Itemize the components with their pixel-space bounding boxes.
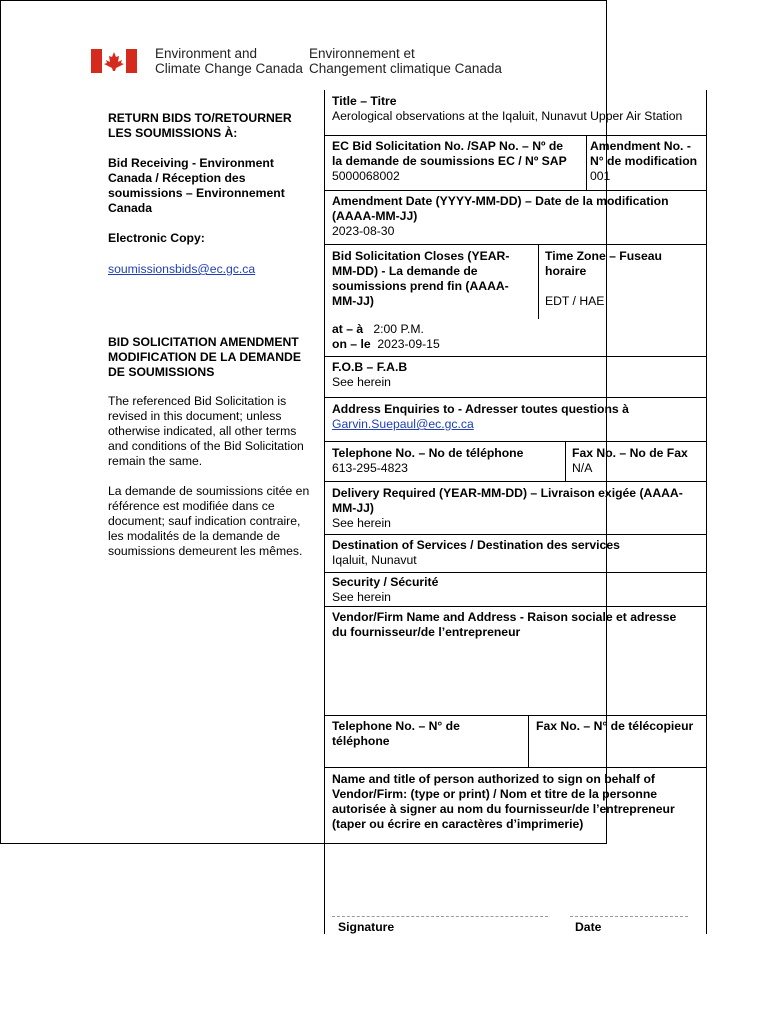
solicitation-number-field: EC Bid Solicitation No. /SAP No. – Nº de la demande de soumissions EC / Nº SAP 5000068002 xyxy=(332,139,567,183)
authorized-person-field[interactable]: Name and title of person authorized to sign on behalf of Vendor/Firm: (type or print) / Nom et titre de la personne autorisée à signer au nom du fournisseur/de l’entrepreneur (taper ou écrire en caractères d’imprimerie) xyxy=(332,772,675,831)
enquiries-field: Address Enquiries to - Adresser toutes questions à Garvin.Suepaul@ec.gc.ca xyxy=(332,402,629,431)
date-label: Date xyxy=(575,920,602,934)
department-name-en: Environment and Climate Change Canada xyxy=(155,46,303,76)
enquiries-email-link[interactable]: Garvin.Suepaul@ec.gc.ca xyxy=(332,417,474,431)
vendor-fax-field[interactable]: Fax No. – N° de télécopieur xyxy=(536,719,694,733)
destination-field: Destination of Services / Destination des services Iqaluit, Nunavut xyxy=(332,538,620,567)
date-line[interactable] xyxy=(570,916,688,917)
amendment-notice-fr: La demande de soumissions citée en référence est modifiée dans ce document; sauf indication contraire, les modalités de la demande de soumissions demeurent les mêmes. xyxy=(108,484,310,558)
delivery-required-field: Delivery Required (YEAR-MM-DD) – Livraison exigée (AAAA- MM-JJ) See herein xyxy=(332,486,683,530)
security-field: Security / Sécurité See herein xyxy=(332,575,439,604)
electronic-copy-label: Electronic Copy: xyxy=(108,231,205,245)
submission-email-link[interactable]: soumissionsbids@ec.gc.ca xyxy=(108,262,256,276)
time-zone-field: Time Zone – Fuseau horaire EDT / HAE xyxy=(545,249,662,308)
canada-flag-icon xyxy=(91,49,137,73)
return-bids-heading: RETURN BIDS TO/RETOURNER LES SOUMISSIONS À: xyxy=(108,111,292,140)
signature-line[interactable] xyxy=(332,916,548,917)
department-name-fr: Environnement et Changement climatique Canada xyxy=(309,46,502,76)
closing-date-label: Bid Solicitation Closes (YEAR- MM-DD) - La demande de soumissions prend fin (AAAA- MM-JJ) xyxy=(332,249,510,308)
amendment-number-field: Amendment No. - N° de modification 001 xyxy=(590,139,698,183)
signature-label: Signature xyxy=(338,920,395,934)
closing-time-field: at – à 2:00 P.M. on – le 2023-09-15 xyxy=(332,322,440,351)
vendor-telephone-field[interactable]: Telephone No. – N° de téléphone xyxy=(332,719,460,748)
title-field: Title – Titre Aerological observations at the Iqaluit, Nunavut Upper Air Station xyxy=(332,94,683,123)
amendment-heading: BID SOLICITATION AMENDMENT MODIFICATION DE LA DEMANDE DE SOUMISSIONS xyxy=(108,335,301,379)
amendment-date-field: Amendment Date (YYYY-MM-DD) – Date de la modification (AAAA-MM-JJ) 2023-08-30 xyxy=(332,194,669,238)
vendor-name-address-field[interactable]: Vendor/Firm Name and Address - Raison sociale et adresse du fournisseur/de l’entrepreneur xyxy=(332,610,677,639)
bid-receiving-address: Bid Receiving - Environment Canada / Réception des soumissions – Environnement Canada xyxy=(108,156,285,215)
amendment-notice-en: The referenced Bid Solicitation is revised in this document; unless otherwise indicated, all other terms and conditions of the Bid Solicitation remain the same. xyxy=(108,394,304,468)
fax-field: Fax No. – No de Fax N/A xyxy=(572,446,688,475)
fob-field: F.O.B – F.A.B See herein xyxy=(332,360,408,389)
telephone-field: Telephone No. – No de téléphone 613-295-4823 xyxy=(332,446,524,475)
